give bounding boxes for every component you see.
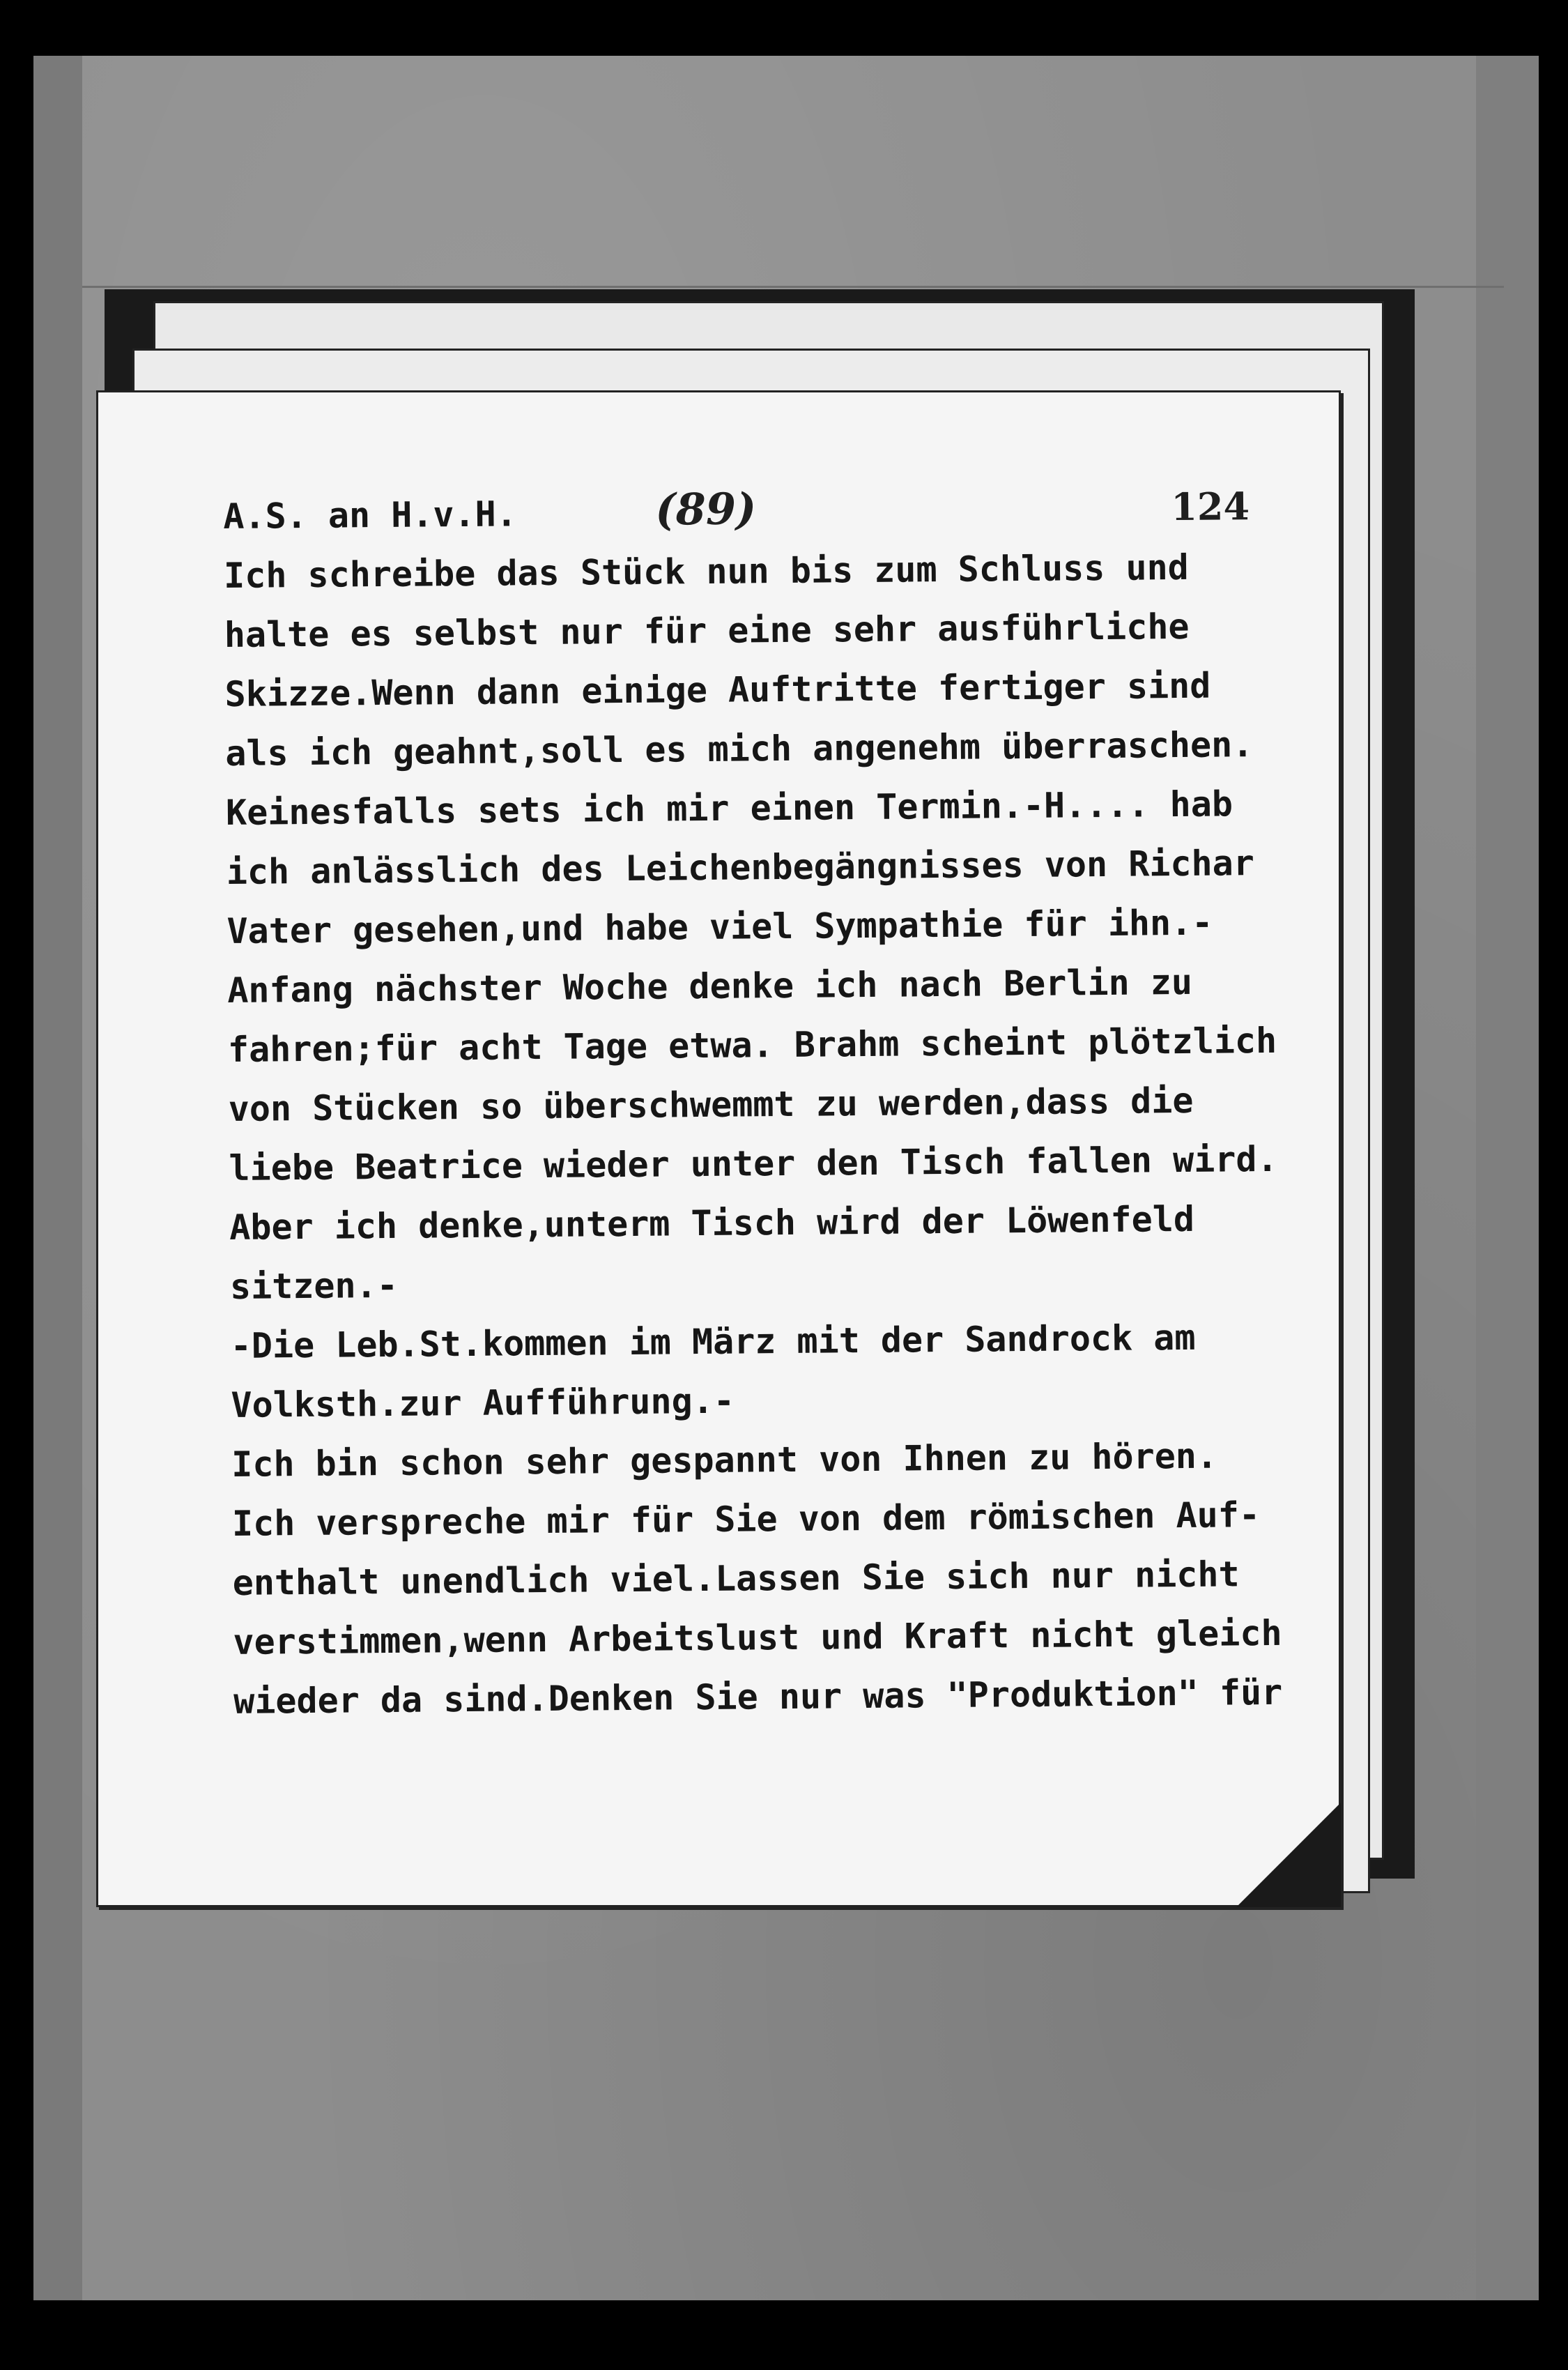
page-number: 124 bbox=[1171, 484, 1250, 530]
letter-line: als ich geahnt,soll es mich angenehm überraschen. bbox=[225, 724, 1254, 774]
addressee-line: A.S. an H.v.H. bbox=[223, 494, 518, 537]
letter-line: liebe Beatrice wieder unter den Tisch fallen wird. bbox=[229, 1138, 1278, 1188]
letter-line: von Stücken so überschwemmt zu werden,dass die bbox=[228, 1080, 1194, 1129]
letter-line: Ich verspreche mir für Sie von dem römischen Auf- bbox=[231, 1494, 1261, 1544]
archive-mark: (89) bbox=[654, 483, 757, 535]
letter-line: -Die Leb.St.kommen im März mit der Sandrock am bbox=[230, 1317, 1196, 1366]
letter-line: wieder da sind.Denken Sie nur was "Produktion" für bbox=[233, 1672, 1283, 1722]
board-edge-left bbox=[33, 56, 82, 2300]
letter-line: sitzen.- bbox=[229, 1264, 399, 1307]
letter-line: Ich schreibe das Stück nun bis zum Schluss und bbox=[223, 546, 1190, 596]
letter-line: Anfang nächster Woche denke ich nach Berlin zu bbox=[227, 961, 1193, 1011]
letter-line: Vater gesehen,und habe viel Sympathie für ihn.- bbox=[226, 902, 1213, 951]
letter-line: enthalt unendlich viel.Lassen Sie sich nur nicht bbox=[232, 1554, 1240, 1603]
letter-line: Skizze.Wenn dann einige Auftritte fertiger sind bbox=[224, 665, 1211, 714]
letter-line: Ich bin schon sehr gespannt von Ihnen zu hören. bbox=[231, 1435, 1218, 1485]
letter-text bbox=[223, 477, 1405, 1731]
letter-line: Keinesfalls sets ich mir einen Termin.-H.... hab bbox=[225, 783, 1233, 833]
letter-header bbox=[223, 477, 1394, 544]
letter-line: ich anlässlich des Leichenbegängnisses von Richar bbox=[226, 843, 1255, 892]
letter-line: Aber ich denke,unterm Tisch wird der Löwenfeld bbox=[229, 1198, 1195, 1248]
letter-line: halte es selbst nur für eine sehr ausführliche bbox=[224, 606, 1190, 655]
letter-line: Volksth.zur Aufführung.- bbox=[231, 1380, 735, 1425]
board-crease bbox=[82, 286, 1504, 288]
letter-line: fahren;für acht Tage etwa. Brahm scheint plötzlich bbox=[227, 1020, 1277, 1070]
folded-corner bbox=[1236, 1803, 1341, 1907]
letter-line: verstimmen,wenn Arbeitslust und Kraft nicht gleich bbox=[233, 1612, 1282, 1662]
board-edge-right bbox=[1476, 56, 1539, 2300]
